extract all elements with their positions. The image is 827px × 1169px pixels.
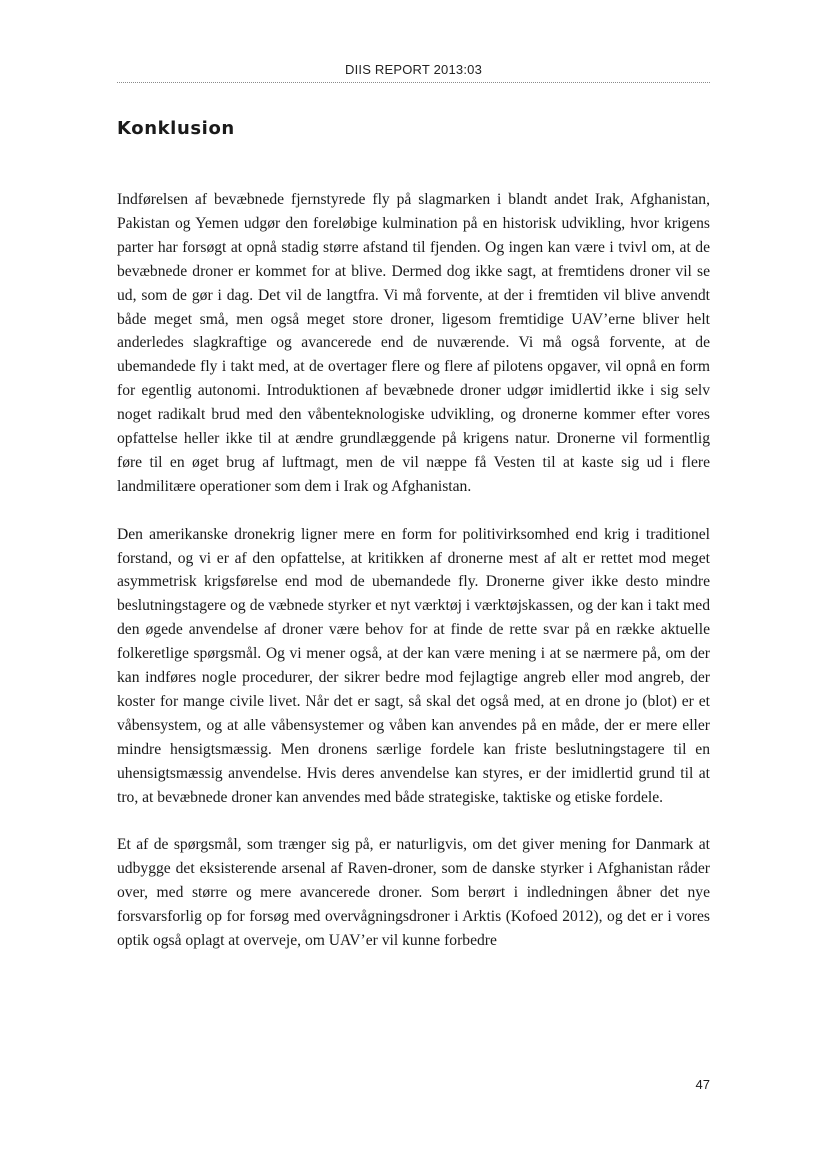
paragraph-2: Den amerikanske dronekrig ligner mere en form for politivirksomhed end krig i traditionel forstand, og vi er af den opfattelse, at kritikken af dronerne mest af alt er rettet mod meget asymmetrisk krigsførelse end mod de ubemandede fly. Dronerne giver ikke desto mindre beslutningstagere og de væbnede styrker et nyt værktøj i værktøjskassen, og der kan i takt med den øgede anvendelse af droner være behov for at finde de rette svar på en række aktuelle folkeretlige spørgsmål. Og vi mener også, at der kan være mening i at se nærmere på, om der kan indføres nogle procedurer, der sikrer bedre mod fejlagtige angreb eller mod angreb, der koster for mange civile livet. Når det er sagt, så skal det også med, at en drone jo (blot) er et våbensystem, og at alle våbensystemer og våben kan anvendes på en måde, der er mere eller mindre hensigtsmæssig. Men dronens særlige fordele kan friste beslutningstagere til en uhensigtsmæssig anvendelse. Hvis deres anvendelse kan styres, er der imidlertid grund til at tro, at bevæbnede droner kan anvendes med både strategiske, taktiske og etiske fordele. — [117, 525, 710, 806]
page-number: 47 — [695, 1077, 710, 1092]
header-divider — [117, 82, 710, 83]
body-text — [117, 188, 710, 953]
paragraph-1: Indførelsen af bevæbnede fjernstyrede fly på slagmarken i blandt andet Irak, Afghanistan, Pakistan og Yemen udgør den foreløbige kulmination på en historisk udvikling, hvor krigens parter har forsøgt at opnå stadig større afstand til fjenden. Og ingen kan være i tvivl om, at de bevæbnede droner er kommet for at blive. Dermed dog ikke sagt, at fremtidens droner vil se ud, som de gør i dag. Det vil de langtfra. Vi må forvente, at der i fremtiden vil blive anvendt både meget små, men også meget store droner, ligesom fremtidige UAV’erne bliver helt anderledes slagkraftige og avancerede end de nuværende. Vi må også forvente, at de ubemandede fly i takt med, at de overtager flere og flere af pilotens opgaver, vil opnå en form for egentlig autonomi. Introduktionen af bevæbnede droner udgør imidlertid ikke i sig selv noget radikalt brud med den våbenteknologiske udvikling, og dronerne kommer efter vores opfattelse heller ikke til at ændre grundlæggende på krigens natur. Dronerne vil formentlig føre til en øget brug af luftmagt, men de vil næppe få Vesten til at kaste sig ud i flere landmilitære operationer som dem i Irak og Afghanistan. — [117, 191, 710, 495]
paragraph-3: Et af de spørgsmål, som trænger sig på, er naturligvis, om det giver mening for Danmark at udbygge det eksisterende arsenal af Raven-droner, som de danske styrker i Afghanistan råder over, med større og mere avancerede droner. Som berørt i indledningen åbner det nye forsvarsforlig op for forsøg med overvågningsdroner i Arktis (Kofoed 2012), og det er i vores optik også oplagt at overveje, om UAV’er vil kunne forbedre — [117, 836, 710, 950]
running-header: DIIS REPORT 2013:03 — [345, 62, 482, 77]
section-title: Konklusion — [117, 118, 235, 139]
